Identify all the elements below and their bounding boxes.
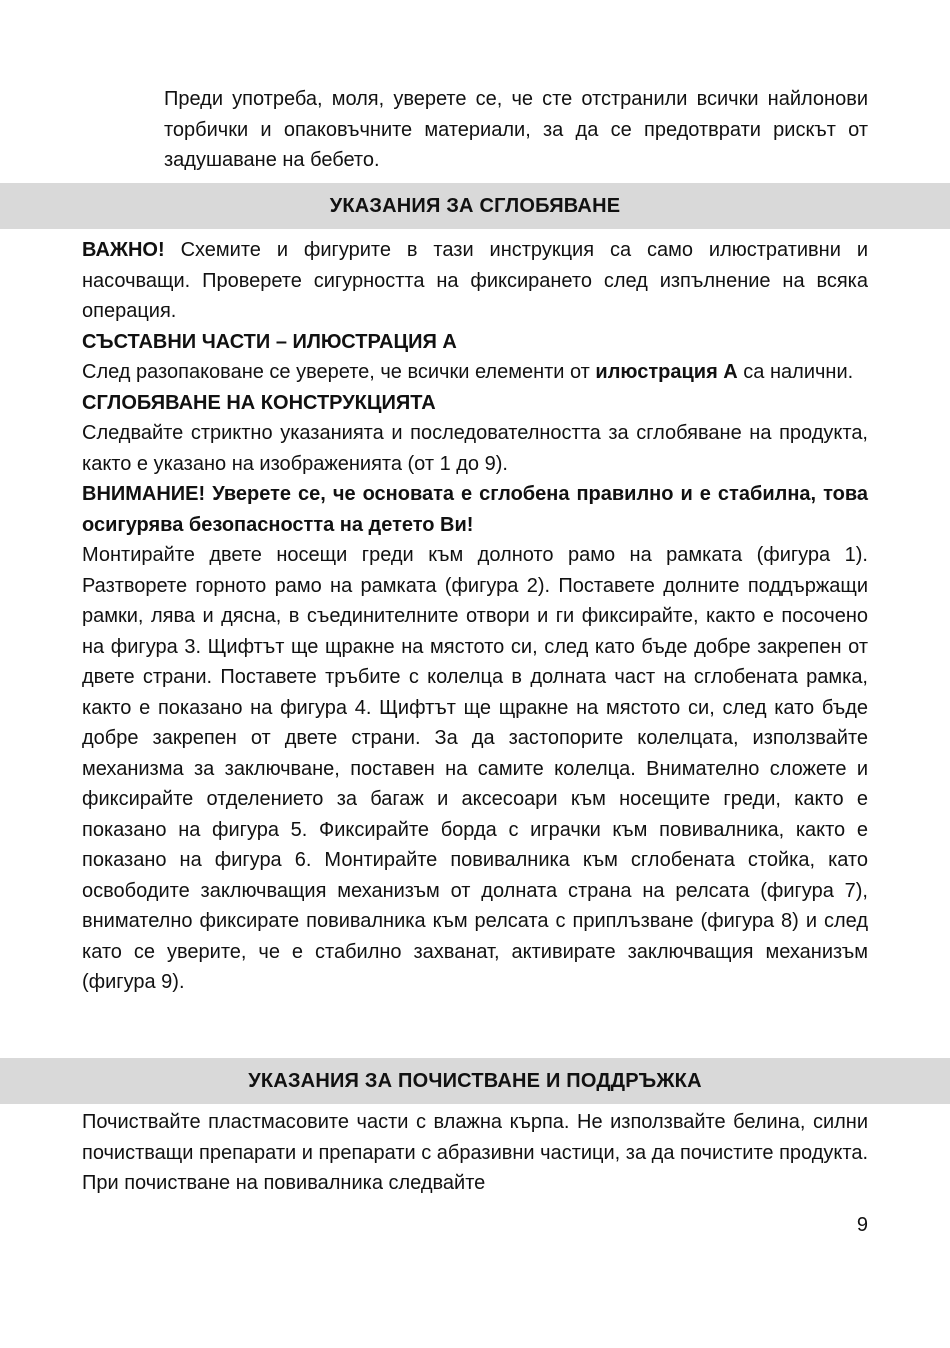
- assembly-section-title: УКАЗАНИЯ ЗА СГЛОБЯВАНЕ: [329, 194, 621, 217]
- important-note: [82, 235, 868, 327]
- cleaning-section-title: УКАЗАНИЯ ЗА ПОЧИСТВАНЕ И ПОДДРЪЖКА: [248, 1069, 702, 1092]
- construction-heading: СГЛОБЯВАНЕ НА КОНСТРУКЦИЯТА: [82, 391, 436, 414]
- important-label: ВАЖНО!: [82, 239, 165, 261]
- cleaning-section-header: [0, 1058, 950, 1104]
- parts-text-before: След разопаковане се уверете, че всички елементи от: [82, 361, 596, 383]
- parts-heading: СЪСТАВНИ ЧАСТИ – ИЛЮСТРАЦИЯ А: [82, 330, 457, 353]
- parts-text-after: са налични.: [737, 361, 854, 383]
- important-text: Схемите и фигурите в тази инструкция са само илюстративни и насочващи. Проверете сигурността на фиксирането след изпълнение на всяка операция.: [82, 239, 868, 322]
- instructions-paragraph: Монтирайте двете носещи греди към долното рамо на рамката (фигура 1). Разтворете горното рамо на рамката (фигура 2). Поставете долните поддържащи рамки, лява и дясна, в съединителните отвори и ги фиксирайте, както е посочено на фигура 3. Щифтът ще щракне на мястото си, след като бъде добре закрепен от двете страни. Поставете тръбите с колелца в долната част на сглобената рамка, както е показано на фигура 4. Щифтът ще щракне на мястото си, след като бъде добре закрепен от двете страни. За да застопорите колелцата, използвайте механизма за заключване, поставен на самите колелца. Внимателно сложете и фиксирайте отделението за багаж и аксесоари към носещите греди, както е показано на фигура 5. Фиксирайте борда с играчки към повивалника, както е показано на фигура 6. Монтирайте повивалника към сглобената стойка, като освободите заключващия механизъм от долната страна на релсата (фигура 7), внимателно фиксирате повивалника към релсата с приплъзване (фигура 8) и след като се уверите, че е стабилно захванат, активирате заключващия механизъм (фигура 9).: [82, 544, 868, 993]
- assembly-section-header: [0, 183, 950, 229]
- construction-paragraph: Следвайте стриктно указанията и последователността за сглобяване на продукта, както е указано на изображенията (от 1 до 9).: [82, 422, 868, 475]
- parts-paragraph: [82, 357, 868, 388]
- intro-paragraph: [164, 84, 868, 176]
- assembly-section-body: [82, 235, 868, 998]
- intro-text: Преди употреба, моля, уверете се, че сте отстранили всички найлонови торбички и опаковъчните материали, за да се предотврати рискът от задушаване на бебето.: [164, 88, 868, 171]
- cleaning-paragraph: Почиствайте пластмасовите части с влажна кърпа. Не използвайте белина, силни почистващи препарати и препарати с абразивни частици, за да почистите продукта. При почистване на повивалника следвайте: [82, 1111, 868, 1194]
- cleaning-section-body: [82, 1107, 868, 1199]
- parts-text-bold: илюстрация А: [595, 361, 738, 383]
- warning-paragraph: ВНИМАНИЕ! Уверете се, че основата е сглобена правилно и е стабилна, това осигурява безопасността на детето Ви!: [82, 483, 868, 536]
- page-number: 9: [856, 1214, 868, 1236]
